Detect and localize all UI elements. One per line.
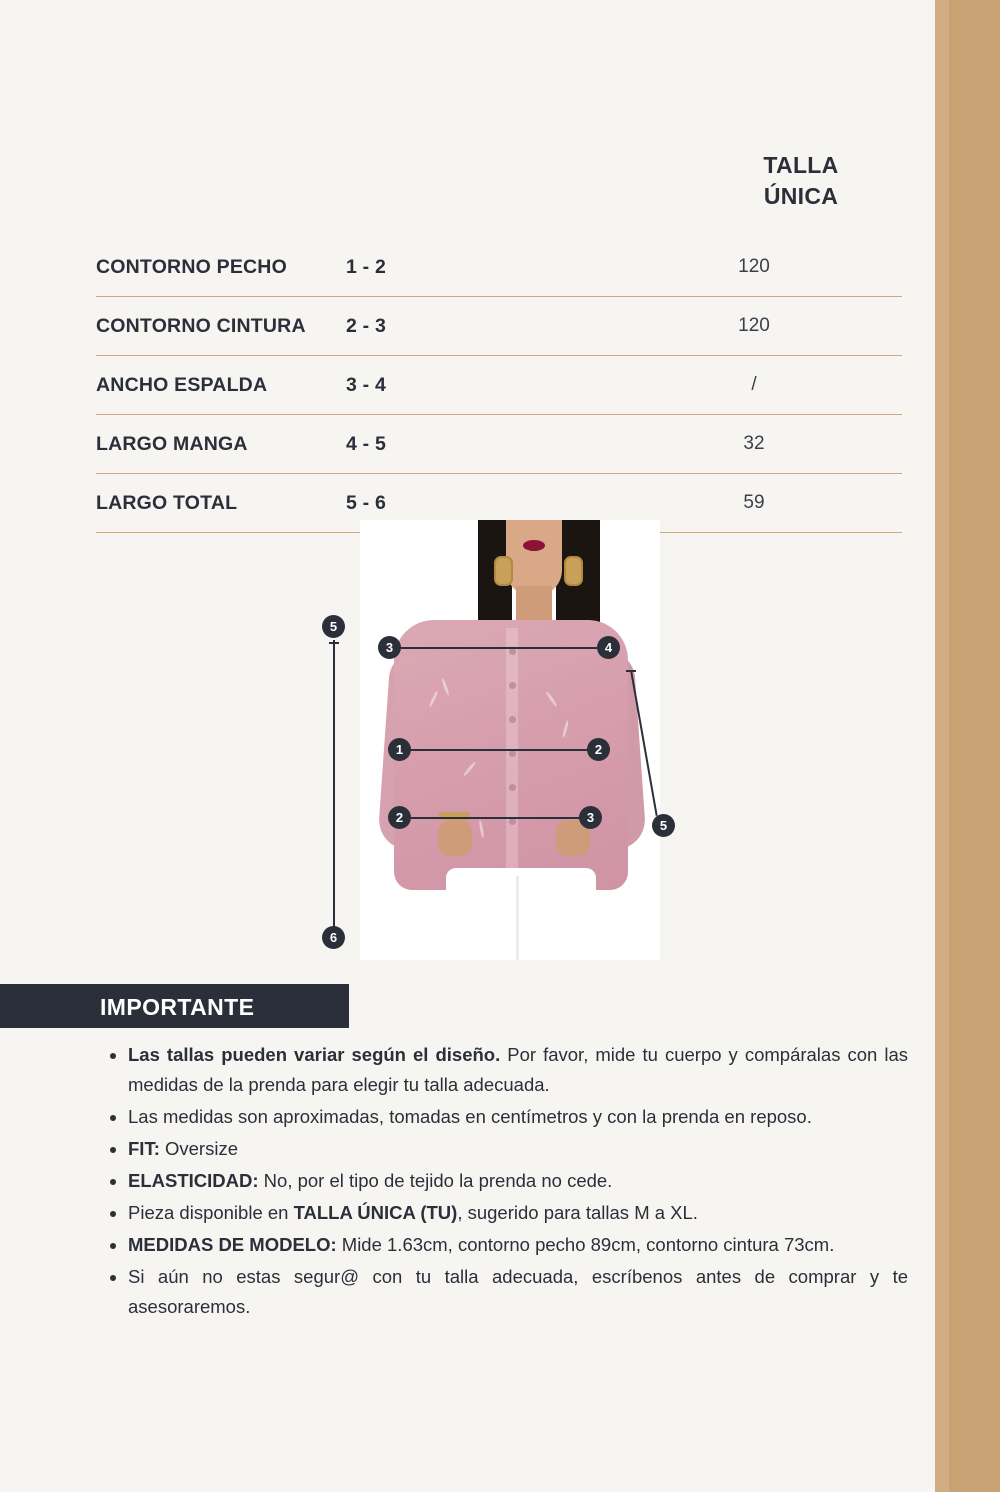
blouse-button (509, 716, 516, 723)
diagram-marker-6: 6 (322, 926, 345, 949)
measure-points: 5 - 6 (346, 474, 606, 533)
size-table-header-line2: ÚNICA (763, 183, 839, 210)
diagram-line-waist (411, 817, 583, 819)
decorative-right-stripe (935, 0, 1000, 1492)
list-item (128, 1040, 908, 1100)
model-hand-left (438, 820, 472, 856)
note-bold: TALLA ÚNICA (TU) (293, 1201, 458, 1223)
important-notes (100, 1040, 908, 1324)
measure-value: 59 (606, 474, 902, 533)
earring-left (494, 556, 513, 586)
diagram-cap (329, 642, 339, 644)
note-text: Mide 1.63cm, contorno pecho 89cm, contorno cintura 73cm. (336, 1233, 835, 1255)
blouse-button (509, 682, 516, 689)
note-text: No, por el tipo de tejido la prenda no cede. (258, 1169, 613, 1191)
model-pants (446, 868, 596, 960)
model-lips (523, 540, 545, 551)
blouse-button (509, 648, 516, 655)
list-item (128, 1134, 908, 1164)
note-bold: ELASTICIDAD: (128, 1169, 259, 1191)
table-row (96, 297, 902, 356)
measure-value: / (606, 356, 902, 415)
measure-label: LARGO TOTAL (96, 474, 346, 533)
diagram-cap (626, 670, 636, 672)
diagram-marker-3-waist: 3 (579, 806, 602, 829)
blouse-button (509, 818, 516, 825)
size-table-header (656, 150, 946, 212)
note-text: Oversize (159, 1137, 238, 1159)
diagram-line-shoulder (401, 647, 601, 649)
list-item (128, 1166, 908, 1196)
measure-label: CONTORNO CINTURA (96, 297, 346, 356)
size-table (96, 238, 902, 533)
list-item (128, 1198, 908, 1228)
diagram-line-vertical-left (333, 640, 335, 930)
measure-value: 120 (606, 297, 902, 356)
note-bold: Las tallas pueden variar según el diseño. (128, 1044, 501, 1065)
blouse-button (509, 750, 516, 757)
note-bold: FIT: (128, 1137, 160, 1159)
measure-value: 120 (606, 238, 902, 297)
size-table-header-line1: TALLA (763, 152, 839, 178)
decorative-stripe-highlight (935, 0, 949, 1492)
measure-label: CONTORNO PECHO (96, 238, 346, 297)
table-row (96, 238, 902, 297)
diagram-line-bust (411, 749, 591, 751)
measure-value: 32 (606, 415, 902, 474)
note-text: , sugerido para tallas M a XL. (457, 1201, 698, 1223)
model-face (506, 520, 562, 596)
important-title: IMPORTANTE (100, 994, 255, 1020)
measure-points: 1 - 2 (346, 238, 606, 297)
note-text: Por favor, mide tu cuerpo y compáralas con las medidas de la prenda para elegir tu talla adecuada. (128, 1044, 908, 1095)
table-row (96, 415, 902, 474)
measure-label: LARGO MANGA (96, 415, 346, 474)
earring-right (564, 556, 583, 586)
measure-label: ANCHO ESPALDA (96, 356, 346, 415)
list-item (128, 1230, 908, 1260)
diagram-marker-1-bust: 1 (388, 738, 411, 761)
note-text: Si aún no estas segur@ con tu talla adecuada, escríbenos antes de comprar y te asesoraremos. (128, 1265, 908, 1317)
note-text: Las medidas son aproximadas, tomadas en centímetros y con la prenda en reposo. (128, 1105, 812, 1127)
diagram-marker-2-waist: 2 (388, 806, 411, 829)
measurement-diagram (300, 520, 700, 960)
diagram-marker-4-shoulder: 4 (597, 636, 620, 659)
diagram-marker-3-shoulder: 3 (378, 636, 401, 659)
diagram-marker-5-top: 5 (322, 615, 345, 638)
important-title-bar (0, 984, 349, 1028)
note-bold: MEDIDAS DE MODELO: (128, 1233, 337, 1255)
list-item (128, 1102, 908, 1132)
diagram-marker-5-sleeve: 5 (652, 814, 675, 837)
measure-points: 4 - 5 (346, 415, 606, 474)
blouse-button (509, 784, 516, 791)
list-item (128, 1262, 908, 1322)
table-row (96, 356, 902, 415)
diagram-marker-2-bust: 2 (587, 738, 610, 761)
note-text: Pieza disponible en (128, 1201, 294, 1223)
measure-points: 2 - 3 (346, 297, 606, 356)
measure-points: 3 - 4 (346, 356, 606, 415)
